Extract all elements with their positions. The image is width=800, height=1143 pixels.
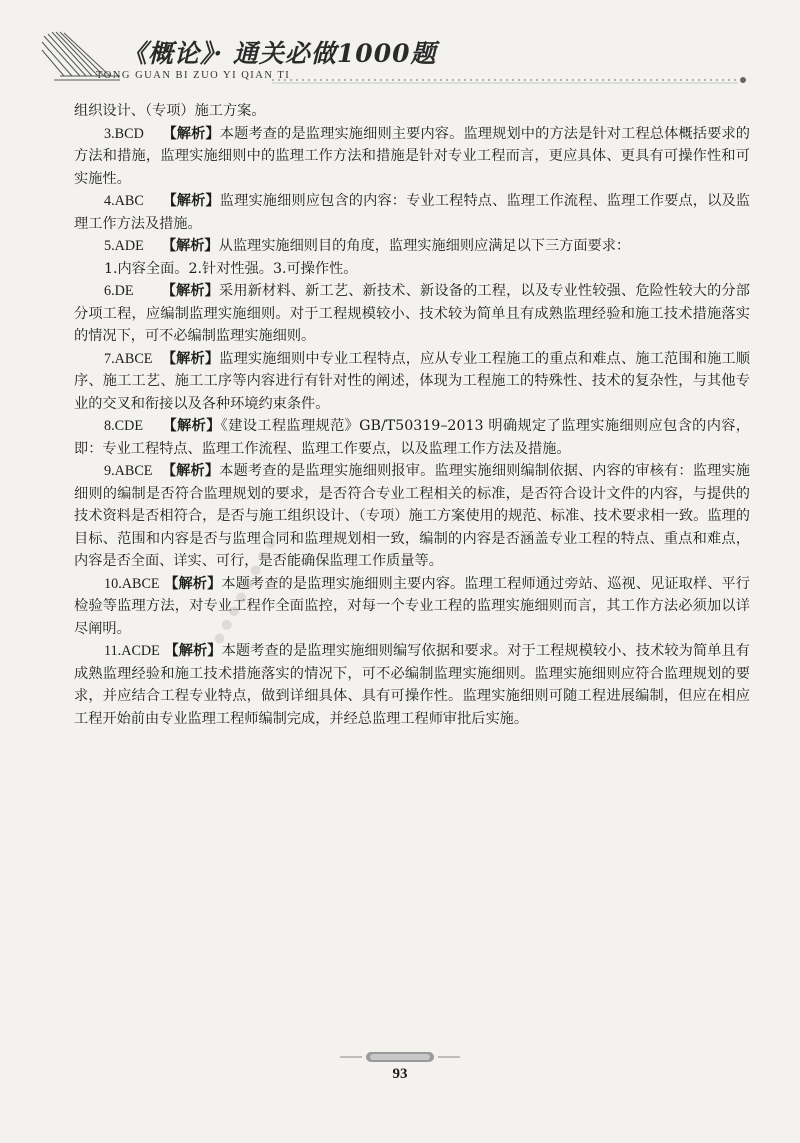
answer-explanations: [74, 100, 750, 730]
answer-paragraph: [74, 640, 750, 730]
analysis-tag: 【解析】: [162, 193, 220, 209]
analysis-tag: 【解析】: [162, 125, 220, 142]
analysis-tag: 【解析】: [162, 418, 221, 434]
answer-paragraph: [74, 460, 750, 573]
answer-paragraph: [74, 573, 750, 641]
answer-key: 9.ABCE: [104, 463, 153, 479]
answer-key: 11.ACDE: [104, 643, 160, 659]
paragraph-text: 本题考查的是监理实施细则报审。监理实施细则编制依据、内容的审核有：监理实施细则的编制是否符合监理规划的要求，是否符合专业工程相关的标准，是否符合设计文件的内容，与提供的技术资料是否相符合，是否与施工组织设计、（专项）施工方案使用的规范、标准、技术要求相一致。监理的目标、范围和内容是否与监理合同和监理规划相一致，编制的内容是否涵盖专业工程的特点、重点和难点，内容是否全面、详实、可行，是否能确保监理工作质量等。: [74, 463, 750, 569]
analysis-tag: 【解析】: [164, 575, 222, 592]
analysis-tag: 【解析】: [164, 643, 222, 659]
paragraph-text: 《建设工程监理规范》GB/T50319–2013 明确规定了监理实施细则应包含的内容，即：专业工程特点、监理工作流程、监理工作要点，以及监理工作方法及措施。: [74, 418, 750, 457]
book-title-pinyin: TONG GUAN BI ZUO YI QIAN TI: [96, 70, 291, 81]
answer-paragraph: [74, 348, 750, 416]
paragraph-text: 本题考查的是监理实施细则主要内容。监理工程师通过旁站、巡视、见证取样、平行检验等监理方法，对专业工程作全面监控，对每一个专业工程的监理实施细则而言，其工作方法必须加以详尽阐明。: [74, 575, 750, 637]
paragraph-text: 1.内容全面。2.针对性强。3.可操作性。: [104, 260, 358, 277]
answer-key: 10.ABCE: [104, 575, 160, 592]
answer-paragraph: [74, 258, 750, 281]
analysis-tag: 【解析】: [161, 463, 220, 479]
page-number: 93: [392, 1066, 408, 1082]
header-dotted-rule: [272, 74, 750, 86]
answer-key: 5.ADE: [104, 238, 144, 254]
analysis-tag: 【解析】: [161, 350, 220, 367]
answer-key: 8.CDE: [104, 418, 144, 434]
answer-paragraph: [74, 280, 750, 348]
paragraph-text: 从监理实施细则目的角度，监理实施细则应满足以下三方面要求：: [218, 238, 631, 254]
answer-paragraph: [74, 235, 750, 258]
answer-key: 3.BCD: [104, 125, 144, 142]
paragraph-text: 本题考查的是监理实施细则主要内容。监理规划中的方法是针对工程总体概括要求的方法和措施，监理实施细则中的监理工作方法和措施是针对专业工程而言，更应具体、更具有可操作性和可实施性。: [74, 125, 750, 187]
header-stripes-decoration: [40, 28, 120, 96]
paragraph-text: 监理实施细则中专业工程特点，应从专业工程施工的重点和难点、施工范围和施工顺序、施工工艺、施工工序等内容进行有针对性的阐述，体现为工程施工的特殊性、技术的复杂性，与其他专业的交叉和衔接以及各种环境约束条件。: [74, 350, 750, 412]
paragraph-text: 监理实施细则应包含的内容：专业工程特点、监理工作流程、监理工作要点，以及监理工作方法及措施。: [74, 193, 750, 232]
book-title: 《概论》· 通关必做1000题: [122, 39, 437, 68]
paragraph-text: 采用新材料、新工艺、新技术、新设备的工程，以及专业性较强、危险性较大的分部分项工程，应编制监理实施细则。对于工程规模较小、技术较为简单且有成熟监理经验和施工技术措施落实的情况下，可不必编制监理实施细则。: [74, 283, 750, 344]
paragraph-text: 本题考查的是监理实施细则编写依据和要求。对于工程规模较小、技术较为简单且有成熟监理经验和施工技术措施落实的情况下，可不必编制监理实施细则。监理实施细则应符合监理规划的要求，并应结合工程专业特点，做到详细具体、具有可操作性。监理实施细则可随工程进展编制，但应在相应工程开始前由专业监理工程师编制完成，并经总监理工程师审批后实施。: [74, 643, 750, 727]
answer-key: 4.ABC: [104, 193, 144, 209]
page-header: [40, 28, 760, 98]
answer-paragraph: [74, 190, 750, 235]
page-footer: [0, 1050, 800, 1083]
answer-paragraph: [74, 123, 750, 191]
answer-key: 6.DE: [104, 283, 134, 299]
faint-watermark: ● ● ● ● ● ● ● ●: [210, 534, 280, 648]
answer-paragraph: [74, 415, 750, 460]
analysis-tag: 【解析】: [161, 283, 220, 299]
paragraph-text: 组织设计、（专项）施工方案。: [74, 103, 266, 119]
answer-paragraph: [74, 100, 750, 123]
answer-key: 7.ABCE: [104, 350, 153, 367]
analysis-tag: 【解析】: [161, 238, 219, 254]
page-number-ornament: [340, 1050, 460, 1064]
